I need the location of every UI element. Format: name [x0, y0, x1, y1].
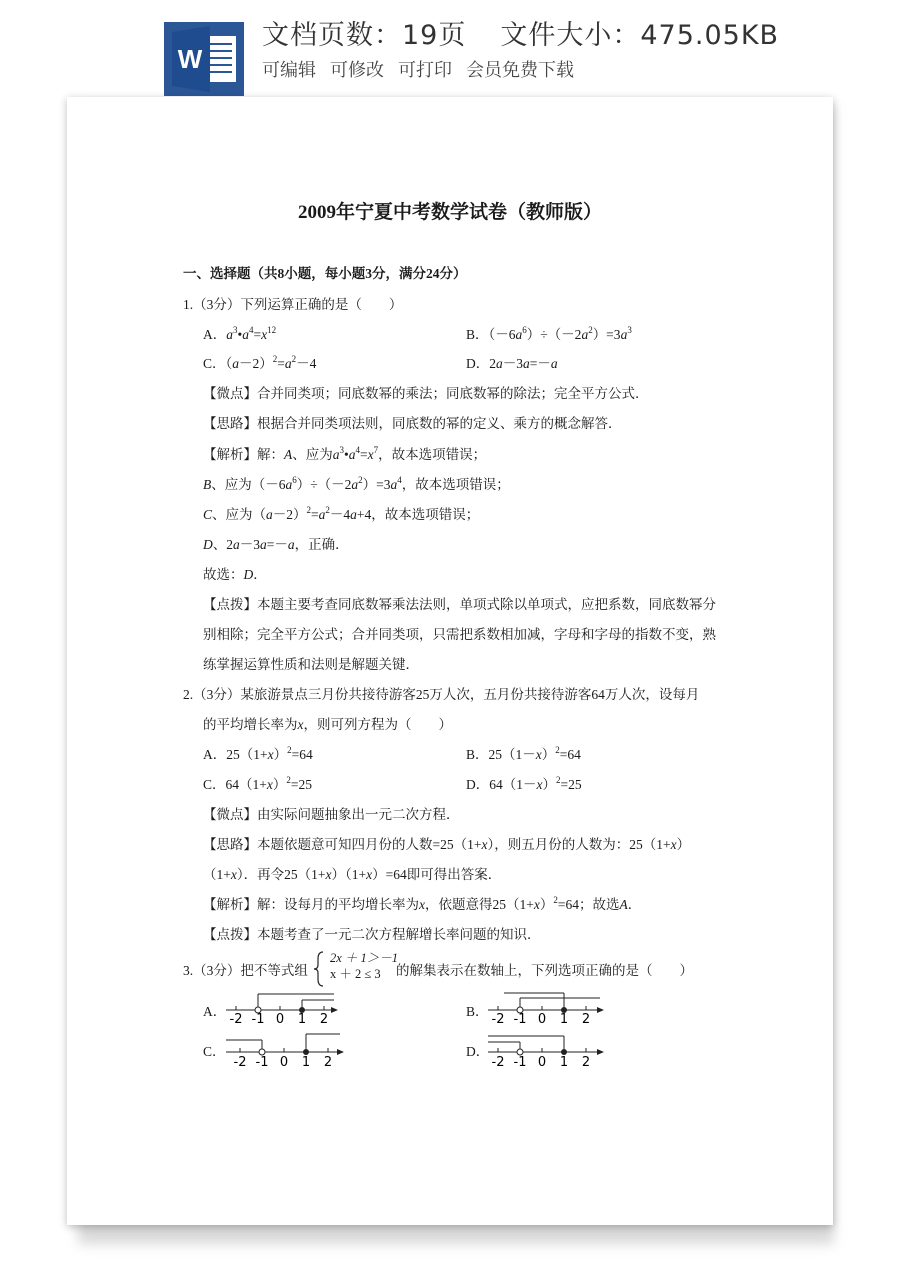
- tick-label: -1: [251, 1012, 265, 1026]
- q1-option-a: A．$a^3•a^4=x^{12}$: [203, 325, 277, 342]
- number-line-b: [484, 988, 608, 1026]
- q1-dianbo-line-1: 【点拨】本题主要考查同底数幂乘法法则，单项式除以单项式，应把系数，同底数幂分: [203, 597, 716, 612]
- q3-option-b-label: B．: [466, 1004, 489, 1019]
- tick-label: -2: [491, 1012, 505, 1026]
- tick-label: 1: [559, 1012, 569, 1026]
- q3-option-c-label: C．: [203, 1044, 226, 1059]
- tick-label: 1: [297, 1012, 307, 1026]
- q1-dianbo-line-3: 练掌握运算性质和法则是解题关键．: [203, 657, 419, 672]
- tick-label: 1: [559, 1055, 569, 1070]
- tick-label: 2: [319, 1012, 329, 1026]
- tick-label: -2: [491, 1055, 505, 1070]
- tick-label: 0: [537, 1012, 547, 1026]
- q2-option-d: D．$64(1-x)^2=25$: [466, 775, 582, 792]
- q3-option-d-label: D．: [466, 1044, 490, 1059]
- q1-weidian: 【微点】合并同类项；同底数幂的乘法；同底数幂的除法；完全平方公式．: [203, 386, 649, 401]
- q1-line-d: D、2a－3a=－a，正确．: [203, 537, 349, 552]
- q2-jiexi: 【解析】解：设每月的平均增长率为x，依题意得$25(1+x)^2=64$；故选A．: [203, 895, 642, 912]
- tick-label: 0: [537, 1055, 547, 1070]
- q2-stem-line-2: 的平均增长率为x，则可列方程为（ ）: [203, 717, 452, 732]
- q2-option-c: C．$64(1+x)^2=25$: [203, 775, 312, 792]
- q1-stem: 1.（3分）下列运算正确的是（ ）: [183, 297, 403, 312]
- inequality-1: 2x ＋ 1＞－1: [330, 951, 399, 965]
- q2-option-b: B．$25(1-x)^2=64$: [466, 745, 581, 762]
- q1-line-c: C、应为$(a-2)^2=a^2-4a+4$，故本选项错误；: [203, 505, 480, 522]
- doc-info: [262, 18, 779, 82]
- inequality-brace: [313, 951, 325, 987]
- inequality-2: x ＋ 2 ≤ 3: [330, 967, 381, 981]
- q2-silu-line-2: （1+x）．再令25（1+x）（1+x）=64即可得出答案．: [203, 867, 502, 882]
- q1-line-b: B、应为$(-6a^6)\div(-2a^2)=3a^4$，故本选项错误；: [203, 475, 510, 492]
- tick-label: 0: [279, 1055, 289, 1070]
- number-line-d: [484, 1030, 608, 1070]
- page-count: 文档页数：19页: [262, 20, 467, 51]
- tick-label: 2: [581, 1055, 591, 1070]
- tick-label: 1: [301, 1055, 311, 1070]
- inequality-system: [330, 950, 398, 982]
- q1-option-c: C．$(a-2)^2=a^2-4$: [203, 354, 317, 371]
- tick-label: -1: [513, 1012, 527, 1026]
- word-document-icon: [164, 22, 244, 96]
- feature-printable: 可打印: [398, 60, 452, 81]
- tick-label: -2: [229, 1012, 243, 1026]
- feature-member-download: 会员免费下载: [466, 60, 574, 81]
- number-line-c: [222, 1030, 348, 1070]
- q2-stem-line-1: 2.（3分）某旅游景点三月份共接待游客25万人次，五月份共接待游客64万人次，设每月: [183, 687, 700, 702]
- number-line-a: [222, 988, 342, 1026]
- q1-option-d: D．2a－3a=－a: [466, 356, 558, 371]
- feature-list: [262, 56, 779, 82]
- q3-option-a-label: A．: [203, 1004, 227, 1019]
- q3-stem-pre: 3.（3分）把不等式组: [183, 963, 308, 978]
- q2-weidian: 【微点】由实际问题抽象出一元二次方程．: [203, 807, 460, 822]
- feature-editable: 可编辑: [262, 60, 316, 81]
- file-size: 文件大小：475.05KB: [500, 20, 780, 51]
- q1-answer: 故选：D．: [203, 567, 267, 582]
- q2-dianbo: 【点拨】本题考查了一元二次方程解增长率问题的知识．: [203, 927, 541, 942]
- q1-jiexi: 【解析】解：A、应为$a^3•a^4=x^7$，故本选项错误；: [203, 445, 487, 462]
- q2-option-a: A．$25(1+x)^2=64$: [203, 745, 313, 762]
- section-heading: 一、选择题（共8小题，每小题3分，满分24分）: [183, 266, 467, 281]
- tick-label: 2: [581, 1012, 591, 1026]
- q2-silu-line-1: 【思路】本题依题意可知四月份的人数=25（1+x），则五月份的人数为：25（1+x）: [203, 837, 691, 852]
- q3-stem-tail: 的解集表示在数轴上，下列选项正确的是（ ）: [396, 963, 693, 978]
- tick-label: 0: [275, 1012, 285, 1026]
- feature-modifiable: 可修改: [330, 60, 384, 81]
- q1-silu: 【思路】根据合并同类项法则，同底数的幂的定义、乘方的概念解答．: [203, 416, 622, 431]
- svg-text:W: W: [177, 44, 203, 74]
- tick-label: 2: [323, 1055, 333, 1070]
- page-title: 2009年宁夏中考数学试卷（教师版）: [297, 202, 602, 223]
- tick-label: -2: [233, 1055, 247, 1070]
- tick-label: -1: [255, 1055, 269, 1070]
- q1-dianbo-line-2: 别相除；完全平方公式；合并同类项，只需把系数相加减，字母和字母的指数不变，熟: [203, 627, 716, 642]
- q1-option-b: B．$(-6a^6)\div(-2a^2)=3a^3$: [466, 325, 632, 342]
- tick-label: -1: [513, 1055, 527, 1070]
